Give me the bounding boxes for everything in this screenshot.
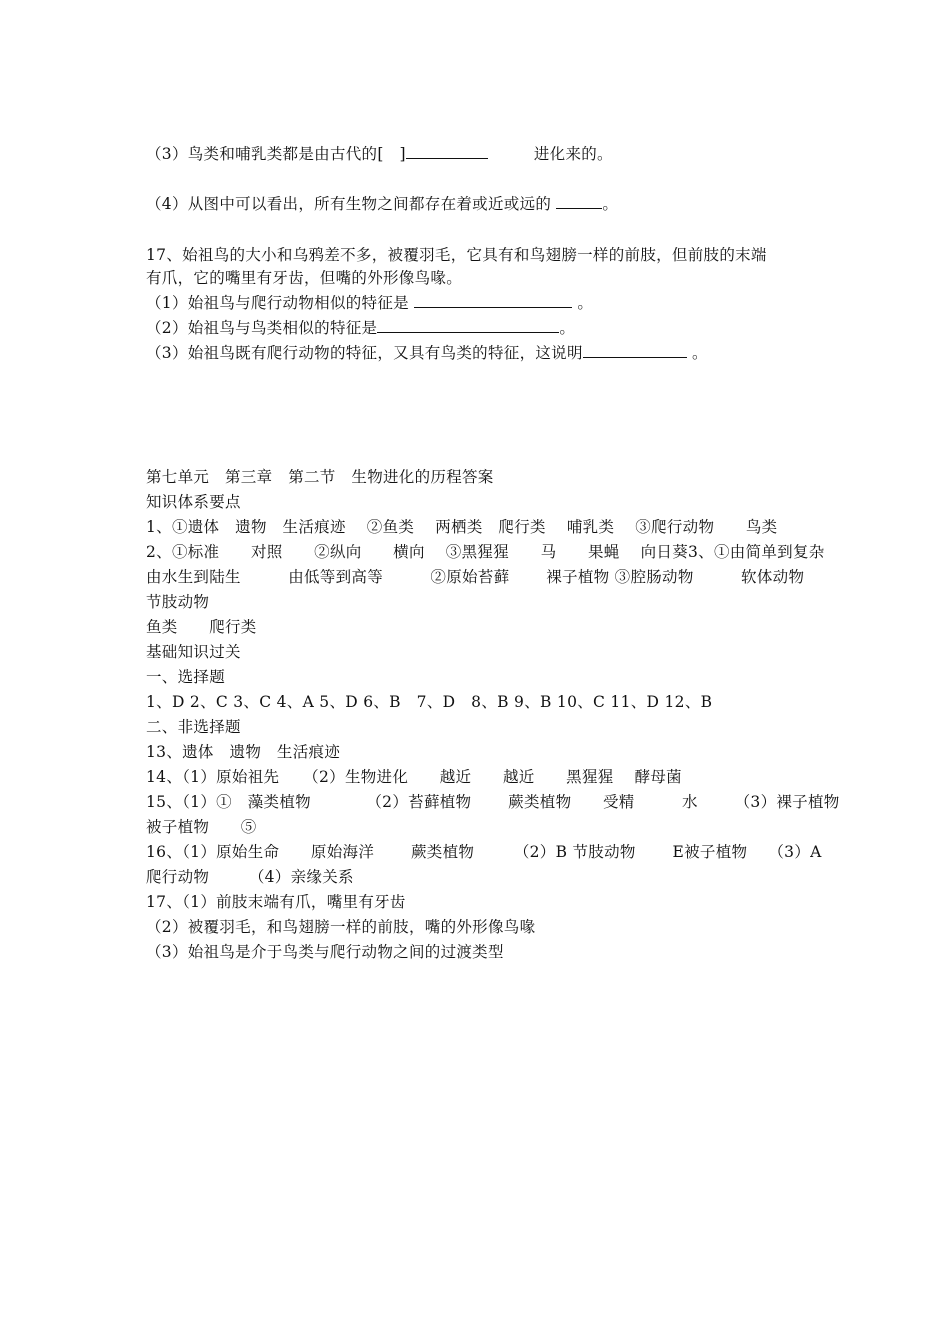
answer-15-line-1: 15、（1）① 藻类植物 （2）苔藓植物 蕨类植物 受精 水 （3）裸子植物 xyxy=(146,793,840,811)
choice-answers: 1、D 2、C 3、C 4、A 5、D 6、B 7、D 8、B 9、B 10、C 11、D 12、B xyxy=(146,693,713,711)
knowledge-answer-1: 1、①遗体 遗物 生活痕迹 ②鱼类 两栖类 爬行类 哺乳类 ③爬行动物 鸟类 xyxy=(146,518,778,536)
q17-2-blank xyxy=(377,318,559,333)
knowledge-answer-5: 鱼类 爬行类 xyxy=(146,618,257,636)
section-choice: 一、选择题 xyxy=(146,668,226,686)
q16-3-suffix: 进化来的。 xyxy=(533,145,613,163)
answer-17-line-1: 17、（1）前肢末端有爪，嘴里有牙齿 xyxy=(146,893,406,911)
question-17-2 xyxy=(146,318,575,338)
q17-3-suffix: 。 xyxy=(686,344,708,362)
question-17-stem-1: 17、始祖鸟的大小和乌鸦差不多，被覆羽毛，它具有和鸟翅膀一样的前肢，但前肢的末端 xyxy=(146,246,767,264)
question-16-3 xyxy=(146,144,613,164)
q16-3-prefix: （3）鸟类和哺乳类都是由古代的[ ] xyxy=(146,145,406,163)
answers-title: 第七单元 第三章 第二节 生物进化的历程答案 xyxy=(146,468,494,486)
question-16-4 xyxy=(146,194,618,214)
q17-1-suffix: 。 xyxy=(572,294,594,312)
q17-2-suffix: 。 xyxy=(559,319,576,337)
knowledge-answer-3: 由水生到陆生 由低等到高等 ②原始苔藓 裸子植物 ③腔肠动物 软体动物 xyxy=(146,568,805,586)
q17-1-blank xyxy=(414,293,572,308)
q16-4-blank xyxy=(556,194,602,209)
question-17-3 xyxy=(146,343,708,363)
q17-1-prefix: （1）始祖鸟与爬行动物相似的特征是 xyxy=(146,294,415,312)
answer-17-3: （3）始祖鸟是介于鸟类与爬行动物之间的过渡类型 xyxy=(146,943,504,961)
answer-16-line-2: 爬行动物 （4）亲缘关系 xyxy=(146,868,354,886)
section-basic: 基础知识过关 xyxy=(146,643,241,661)
q17-3-blank xyxy=(583,343,687,358)
answer-16-line-1: 16、（1）原始生命 原始海洋 蕨类植物 （2）B 节肢动物 E被子植物 （3）A xyxy=(146,843,822,861)
section-nonchoice: 二、非选择题 xyxy=(146,718,241,736)
answer-17-2: （2）被覆羽毛，和鸟翅膀一样的前肢，嘴的外形像鸟喙 xyxy=(146,918,536,936)
knowledge-answer-2: 2、①标准 对照 ②纵向 横向 ③黑猩猩 马 果蝇 向日葵3、①由简单到复杂 xyxy=(146,543,825,561)
answer-15-line-2: 被子植物 ⑤ xyxy=(146,818,257,836)
question-17-1 xyxy=(146,293,593,313)
q17-2-prefix: （2）始祖鸟与鸟类相似的特征是 xyxy=(146,319,378,337)
answer-14: 14、（1）原始祖先 （2）生物进化 越近 越近 黑猩猩 酵母菌 xyxy=(146,768,682,786)
q17-3-prefix: （3）始祖鸟既有爬行动物的特征，又具有鸟类的特征，这说明 xyxy=(146,344,583,362)
q16-4-prefix: （4）从图中可以看出，所有生物之间都存在着或近或远的 xyxy=(146,195,557,213)
question-17-stem-2: 有爪，它的嘴里有牙齿，但嘴的外形像鸟喙。 xyxy=(146,269,463,287)
q16-3-blank xyxy=(406,144,488,159)
q16-4-suffix: 。 xyxy=(602,195,619,213)
answer-13: 13、遗体 遗物 生活痕迹 xyxy=(146,743,341,761)
knowledge-answer-4: 节肢动物 xyxy=(146,593,210,611)
section-knowledge: 知识体系要点 xyxy=(146,493,241,511)
